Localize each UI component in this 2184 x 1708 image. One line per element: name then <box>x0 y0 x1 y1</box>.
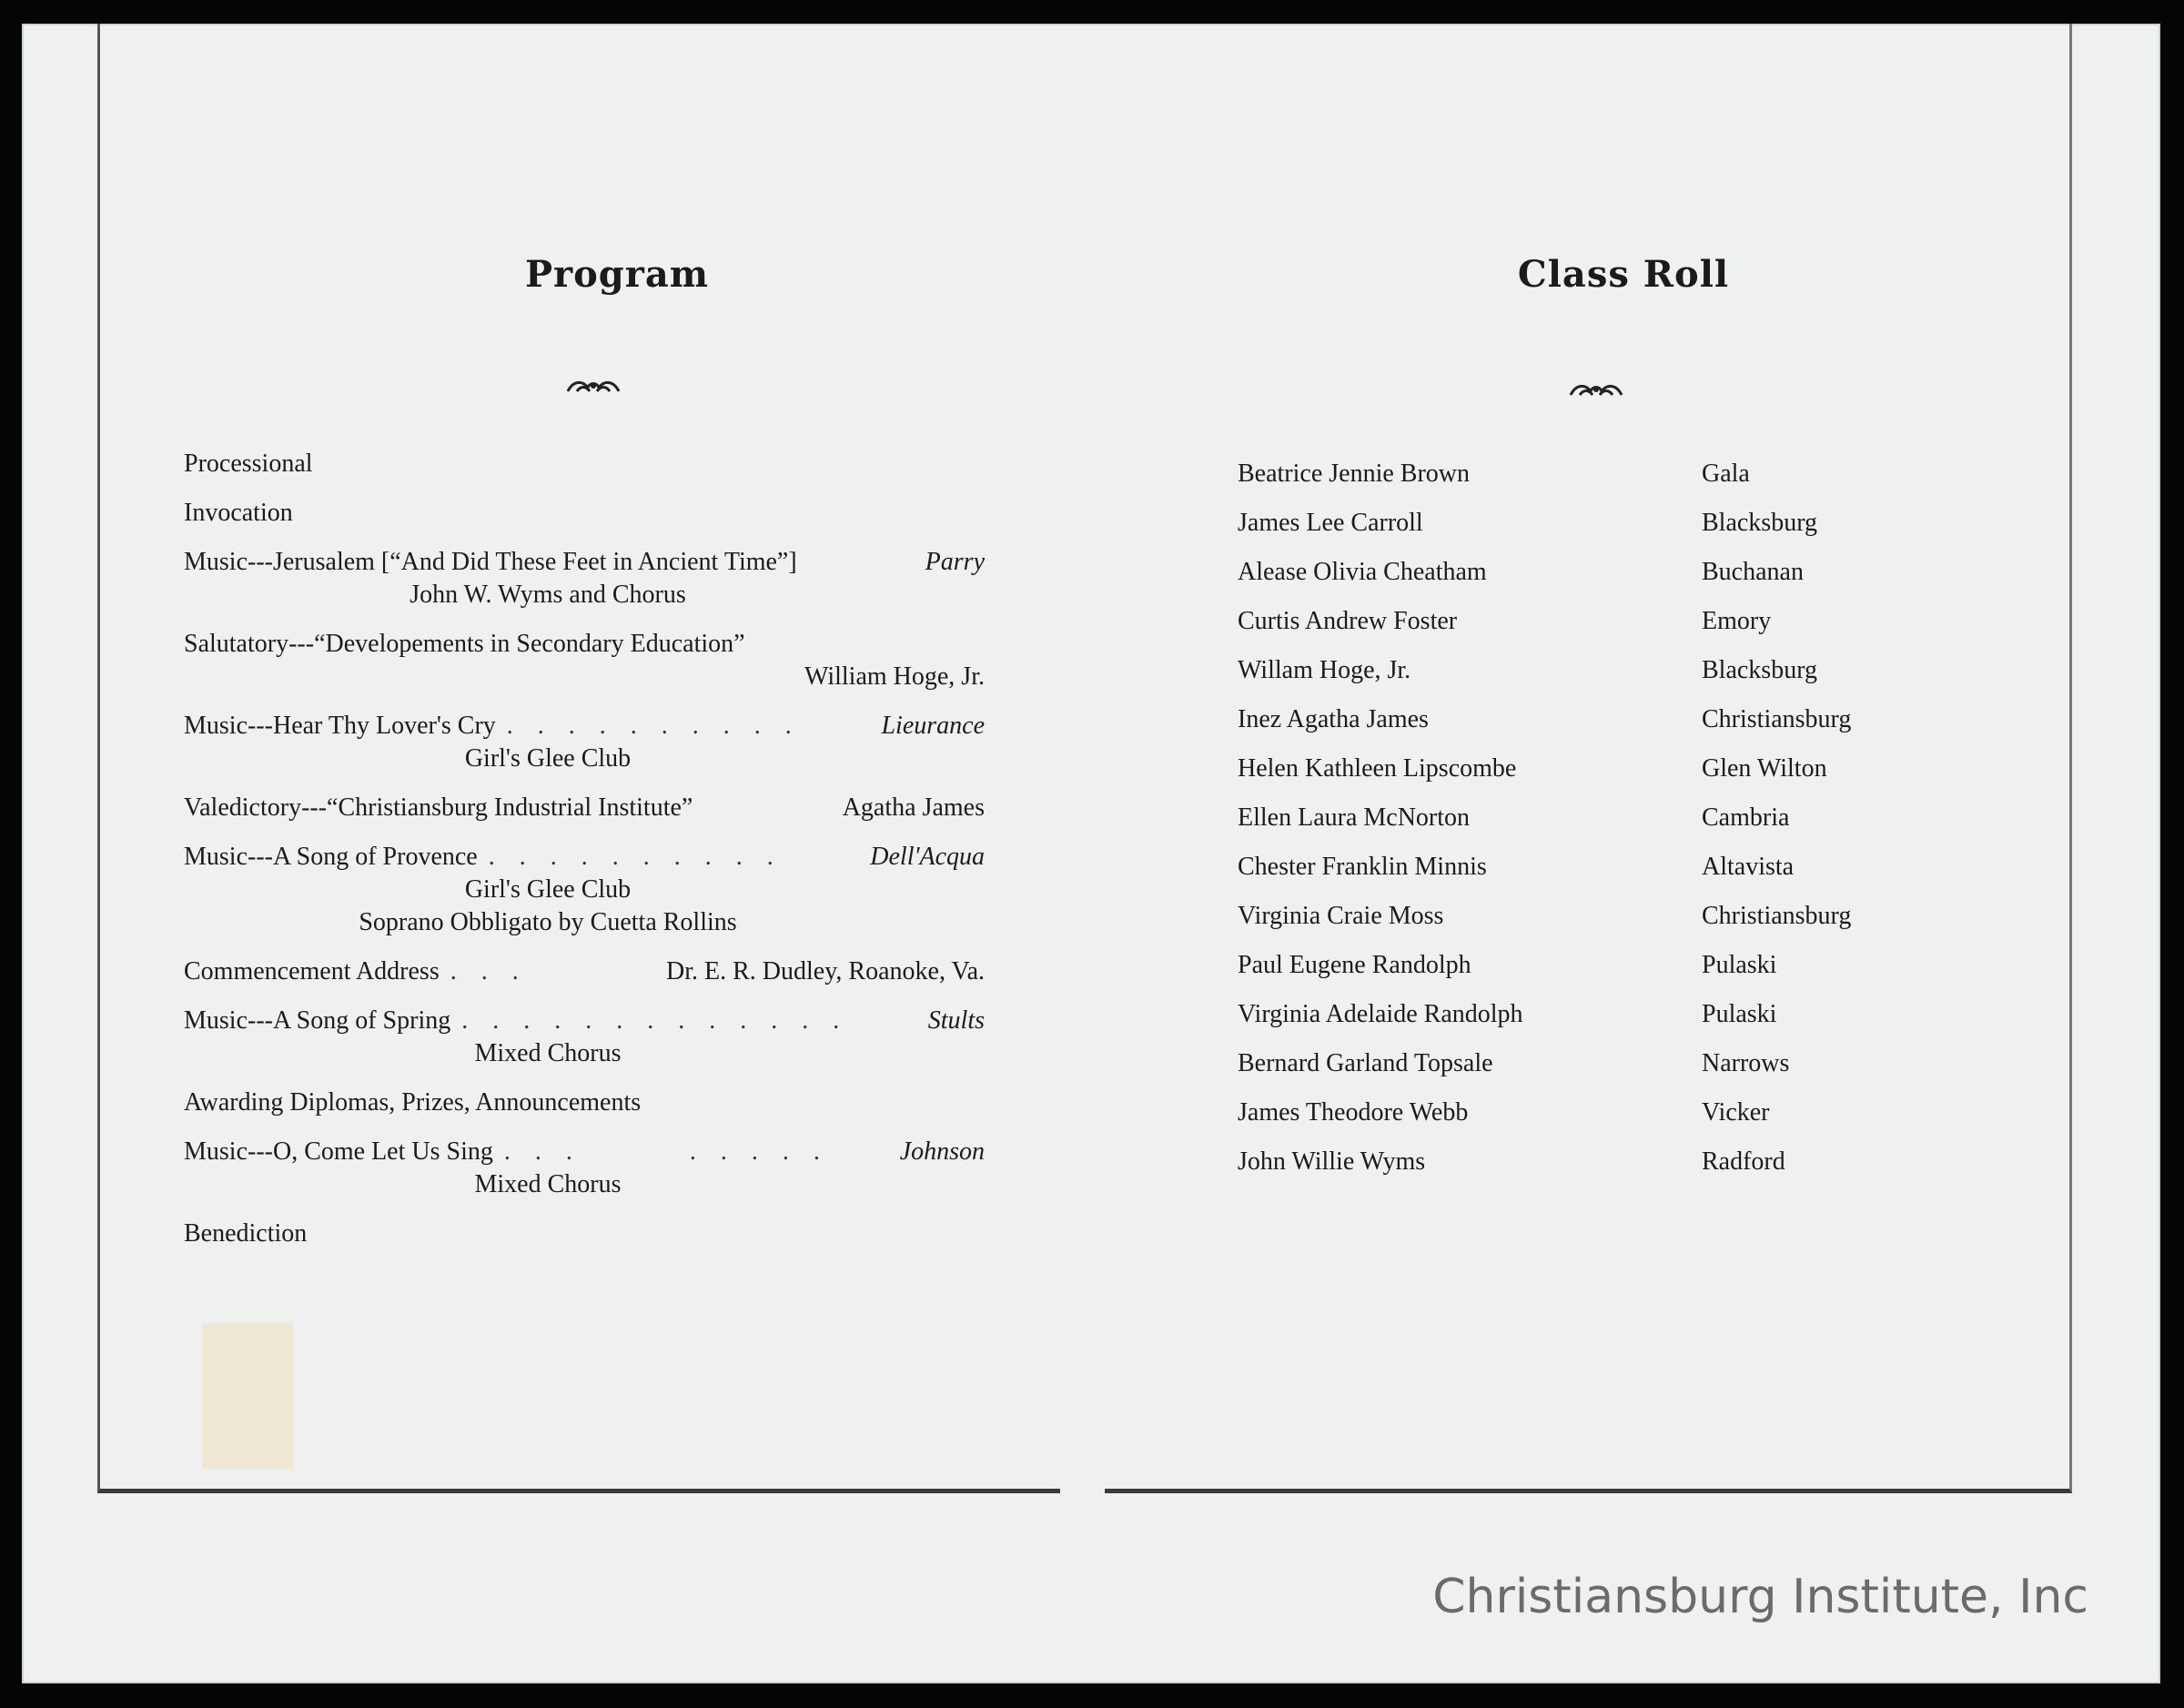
performer-line: Soprano Obbligato by Cuetta Rollins <box>359 908 737 936</box>
paper-stain <box>202 1323 293 1469</box>
hometown: Cambria <box>1702 803 1790 832</box>
hometown: Emory <box>1702 607 1772 635</box>
hometown: Buchanan <box>1702 558 1804 586</box>
composer-name: Parry <box>925 548 985 576</box>
performer-line: John W. Wyms and Chorus <box>410 581 686 609</box>
class-roll-row <box>1238 450 1929 499</box>
program-item <box>184 841 985 939</box>
hometown: Blacksburg <box>1702 509 1818 537</box>
graduate-name: Helen Kathleen Lipscombe <box>1238 754 1517 783</box>
program-item-title: Music---A Song of Spring <box>184 1006 451 1035</box>
class-roll-row <box>1238 597 1929 646</box>
hometown: Altavista <box>1702 853 1795 881</box>
class-roll-row <box>1238 892 1929 941</box>
hometown: Vicker <box>1702 1098 1770 1127</box>
class-roll-row <box>1238 1039 1929 1088</box>
program-item-title: Music---Jerusalem [“And Did These Feet in Ancient Time”] <box>184 548 797 576</box>
composer-name: Dell'Acqua <box>870 843 985 871</box>
hometown: Pulaski <box>1702 1000 1777 1028</box>
class-roll-row <box>1238 941 1929 990</box>
ornament-icon <box>1567 379 1625 402</box>
performer-line: Girl's Glee Club <box>464 744 632 773</box>
dot-leader: . . . . . . . . . . <box>506 712 801 740</box>
hometown: Narrows <box>1702 1049 1790 1077</box>
class-roll-row <box>1238 843 1929 892</box>
graduate-name: James Theodore Webb <box>1238 1098 1469 1127</box>
graduate-name: Curtis Andrew Foster <box>1238 607 1458 635</box>
hometown: Gala <box>1702 460 1750 488</box>
watermark-text: Christiansburg Institute, Inc <box>1432 1570 2088 1624</box>
speaker-line: William Hoge, Jr. <box>804 662 985 691</box>
graduate-name: Inez Agatha James <box>1238 705 1429 733</box>
program-item-title: Music---Hear Thy Lover's Cry <box>184 712 496 740</box>
performer-line: Girl's Glee Club <box>464 875 632 904</box>
class-roll-row <box>1238 695 1929 744</box>
speaker-name: Dr. E. R. Dudley, Roanoke, Va. <box>666 957 985 985</box>
program-heading: Program <box>524 253 710 296</box>
program-item <box>184 448 985 480</box>
program-item <box>184 1086 985 1119</box>
composer-name: Johnson <box>899 1137 985 1166</box>
performer-line: Mixed Chorus <box>474 1170 622 1198</box>
dot-leader: . . . . . . . . . . <box>488 843 783 871</box>
graduate-name: Bernard Garland Topsale <box>1238 1049 1493 1077</box>
class-roll-row <box>1238 744 1929 793</box>
hometown: Glen Wilton <box>1702 754 1827 783</box>
dot-leader: . . . <box>450 957 528 985</box>
program-item-title: Processional <box>184 450 313 478</box>
class-roll-row <box>1238 646 1929 695</box>
dot-leader: . . . . . . . . . . . . . <box>461 1006 849 1035</box>
composer-name: Stults <box>927 1006 985 1035</box>
program-item <box>184 497 985 530</box>
program-item-title: Invocation <box>184 499 293 527</box>
ornament-icon <box>564 375 622 399</box>
program-item <box>184 1005 985 1070</box>
composer-name: Lieurance <box>881 712 985 740</box>
program-item <box>184 955 985 988</box>
graduate-name: Virginia Adelaide Randolph <box>1238 1000 1523 1028</box>
graduate-name: Alease Olivia Cheatham <box>1238 558 1487 586</box>
program-item-title: Valedictory---“Christiansburg Industrial Institute” <box>184 793 693 822</box>
hometown: Pulaski <box>1702 951 1777 979</box>
program-item <box>184 546 985 611</box>
program-item-title: Salutatory---“Developements in Secondary Education” <box>184 630 745 658</box>
graduate-name: Ellen Laura McNorton <box>1238 803 1471 832</box>
class-roll-row <box>1238 1137 1929 1187</box>
hometown: Radford <box>1702 1147 1785 1176</box>
class-roll-row <box>1238 1088 1929 1137</box>
program-item-title: Awarding Diplomas, Prizes, Announcements <box>184 1088 642 1117</box>
class-roll-row <box>1238 793 1929 843</box>
program-item-title: Commencement Address <box>184 957 440 985</box>
program-item <box>184 628 985 693</box>
class-roll-row <box>1238 548 1929 597</box>
graduate-name: Paul Eugene Randolph <box>1238 951 1471 979</box>
hometown: Blacksburg <box>1702 656 1818 684</box>
performer-line: Mixed Chorus <box>474 1039 622 1067</box>
program-item <box>184 1218 985 1250</box>
graduate-name: Willam Hoge, Jr. <box>1238 656 1411 684</box>
graduate-name: James Lee Carroll <box>1238 509 1423 537</box>
program-item-title: Music---O, Come Let Us Sing <box>184 1137 493 1166</box>
graduate-name: Beatrice Jennie Brown <box>1238 460 1471 488</box>
graduate-name: Virginia Craie Moss <box>1238 902 1444 930</box>
class-roll-list <box>1238 450 1929 1187</box>
program-item <box>184 1136 985 1201</box>
class-roll-row <box>1238 499 1929 548</box>
program-item <box>184 710 985 775</box>
speaker-name: Agatha James <box>842 793 985 822</box>
program-item <box>184 792 985 824</box>
hometown: Christiansburg <box>1702 902 1852 930</box>
dot-leader: . . . . . . . . <box>503 1137 829 1166</box>
program-list <box>184 448 985 1267</box>
program-item-title: Benediction <box>184 1219 308 1248</box>
class-roll-row <box>1238 990 1929 1039</box>
hometown: Christiansburg <box>1702 705 1852 733</box>
program-item-title: Music---A Song of Provence <box>184 843 478 871</box>
class-roll-heading: Class Roll <box>1517 253 1730 296</box>
graduate-name: Chester Franklin Minnis <box>1238 853 1487 881</box>
graduate-name: John Willie Wyms <box>1238 1147 1426 1176</box>
